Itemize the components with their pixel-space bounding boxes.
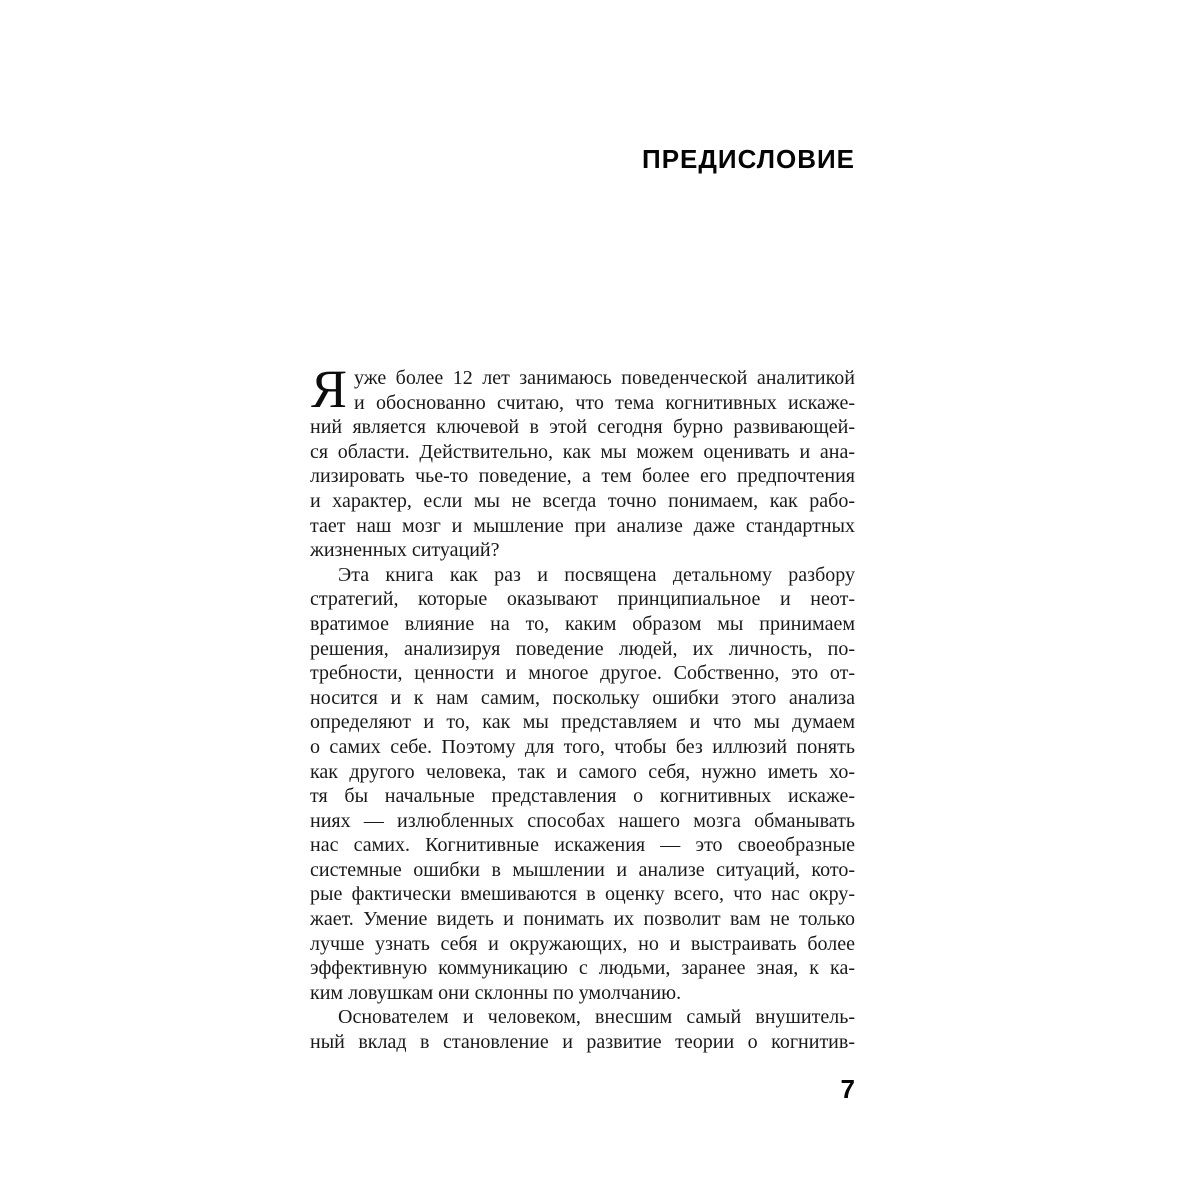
page-title: ПРЕДИСЛОВИЕ	[642, 144, 855, 174]
drop-cap: Я	[311, 359, 348, 419]
text-line: требности, ценности и многое другое. Собственно, это от-	[310, 662, 855, 685]
text-line: стратегий, которые оказывают принципиальное и неот-	[310, 588, 855, 611]
text-line: лизировать чье-то поведение, а тем более его предпочтения	[310, 465, 855, 488]
paragraph	[310, 359, 855, 563]
text-line: как другого человека, так и самого себя, нужно иметь хо-	[310, 760, 855, 783]
paragraph	[310, 1005, 855, 1054]
text-line: ный вклад в становление и развитие теории о когнитив-	[310, 1031, 855, 1054]
text-line: тя бы начальные представления о когнитивных искаже-	[310, 785, 855, 808]
text-line: определяют и то, как мы представляем и что мы думаем	[310, 711, 855, 734]
text-line: ся области. Действительно, как мы можем оценивать и ана-	[310, 440, 855, 463]
text-line: и обоснованно считаю, что тема когнитивных искаже-	[354, 391, 855, 414]
text-line: эффективную коммуникацию с людьми, заранее зная, к ка-	[310, 957, 855, 980]
paragraph	[310, 563, 855, 1006]
text-line: рые фактически вмешиваются в оценку всего, что нас окру-	[310, 883, 855, 906]
text-line: носится и к нам самим, поскольку ошибки этого анализа	[310, 686, 855, 709]
text-line: и характер, если мы не всегда точно понимаем, как рабо-	[310, 489, 855, 512]
text-line: ниях — излюбленных способах нашего мозга обманывать	[310, 809, 855, 832]
text-line: жает. Умение видеть и понимать их позволит вам не только	[310, 908, 855, 931]
text-line: Эта книга как раз и посвящена детальному разбору	[338, 563, 855, 586]
text-line: Основателем и человеком, внесшим самый внушитель-	[338, 1006, 855, 1029]
text-line: вратимое влияние на то, каким образом мы принимаем	[310, 612, 855, 635]
text-line: системные ошибки в мышлении и анализе ситуаций, кото-	[310, 858, 855, 881]
text-line: о самих себе. Поэтому для того, чтобы без иллюзий понять	[310, 735, 855, 758]
body-text	[310, 359, 855, 1055]
text-line: лучше узнать себя и окружающих, но и выстраивать более	[310, 932, 855, 955]
text-line: решения, анализируя поведение людей, их личность, по-	[310, 637, 855, 660]
page-number: 7	[840, 1074, 855, 1104]
text-line: ким ловушкам они склонны по умолчанию.	[310, 981, 682, 1004]
text-line: жизненных ситуаций?	[310, 539, 500, 562]
text-line: уже более 12 лет занимаюсь поведенческой аналитикой	[354, 367, 855, 389]
text-line: нас самих. Когнитивные искажения — это своеобразные	[310, 834, 855, 857]
text-line: ний является ключевой в этой сегодня бурно развивающей-	[310, 416, 855, 439]
text-line: тает наш мозг и мышление при анализе даже стандартных	[310, 514, 855, 537]
